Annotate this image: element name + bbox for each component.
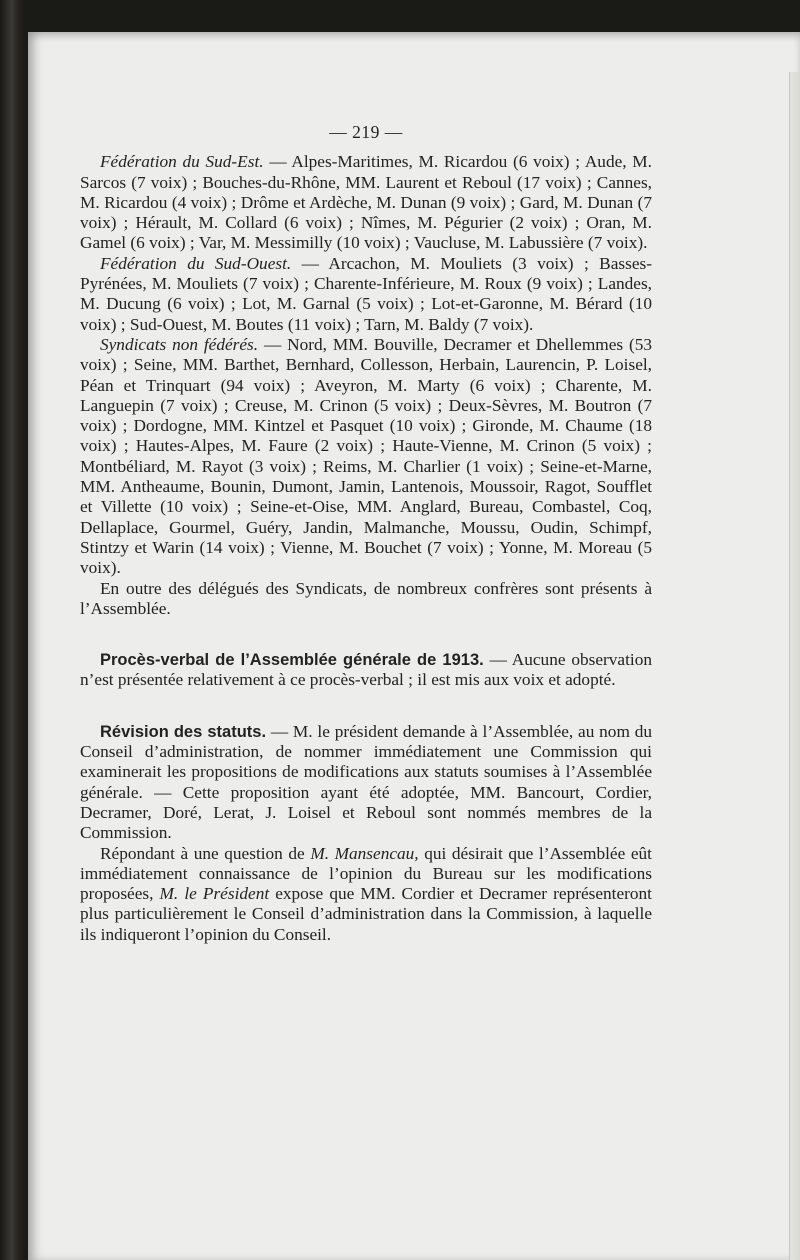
- paragraph-body: Répondant à une question de: [100, 843, 305, 863]
- paragraph-body: — M. le président demande à l’Assemblée, au nom du Conseil d’administration, de nommer immédiatement une Commission qui examinerait les propositions de modifications aux statuts soumises à l’Assemblée générale. — Cette proposition ayant été adoptée, MM. Bancourt, Cordier, Decramer, Doré, Lerat, J. Loisel et Reboul sont nommés membres de la Commission.: [80, 721, 652, 843]
- paragraph-body: — Aucune observation n’est présentée relativement à ce procès-verbal ; il est mis aux voix et adopté.: [80, 650, 652, 690]
- paragraph-proces-verbal: [80, 650, 652, 691]
- page-text: [80, 122, 652, 945]
- paragraph-body: — Alpes-Maritimes, M. Ricardou (6 voix) ; Aude, M. Sarcos (7 voix) ; Bouches-du-Rhône, MM. Laurent et Reboul (17 voix) ; Cannes, M. Ricardou (4 voix) ; Drôme et Ardèche, M. Dunan (9 voix) ; Gard, M. Dunan (7 voix) ; Hérault, M. Collard (6 voix) ; Nîmes, M. Pégurier (2 voix) ; Oran, M. Gamel (6 voix) ; Var, M. Messimilly (10 voix) ; Vaucluse, M. Labussière (7 voix).: [80, 152, 652, 253]
- paragraph-confreres: [80, 579, 652, 620]
- paragraph-body: — Arcachon, M. Mouliets (3 voix) ; Basses-Pyrénées, M. Mouliets (7 voix) ; Charente-Inférieure, M. Roux (9 voix) ; Landes, M. Ducung (6 voix) ; Lot, M. Garnal (5 voix) ; Lot-et-Garonne, M. Bérard (10 voix) ; Sud-Ouest, M. Boutes (11 voix) ; Tarn, M. Baldy (7 voix).: [80, 253, 652, 334]
- section-lead: Fédération du Sud-Est.: [100, 152, 264, 172]
- paragraph-federation-sud-ouest: [80, 254, 652, 335]
- section-heading: Révision des statuts.: [100, 722, 267, 741]
- book-page: [28, 32, 800, 1260]
- page-edge: [789, 72, 800, 1260]
- paragraph-body: — Nord, MM. Bouville, Decramer et Dhellemmes (53 voix) ; Seine, MM. Barthet, Bernhard, Collesson, Herbain, Laurencin, P. Loisel, Péan et Trinquart (94 voix) ; Aveyron, M. Marty (6 voix) ; Charente, M. Languepin (7 voix) ; Creuse, M. Crinon (5 voix) ; Deux-Sèvres, M. Boutron (7 voix) ; Dordogne, MM. Kintzel et Pasquet (10 voix) ; Gironde, M. Chaume (18 voix) ; Hautes-Alpes, M. Faure (2 voix) ; Haute-Vienne, M. Crinon (5 voix) ; Montbéliard, M. Rayot (3 voix) ; Reims, M. Charlier (1 voix) ; Seine-et-Marne, MM. Antheaume, Bounin, Dumont, Jamin, Lantenois, Moussoir, Ragot, Soufflet et Villette (10 voix) ; Seine-et-Oise, MM. Anglard, Bureau, Combastel, Coq, Dellaplace, Gourmel, Guéry, Jandin, Malmanche, Moussu, Oudin, Schimpf, Stintzy et Warin (14 voix) ; Vienne, M. Bouchet (7 voix) ; Yonne, M. Moreau (5 voix).: [80, 334, 652, 578]
- paragraph-syndicats-non-federes: [80, 335, 652, 579]
- person-name: M. le Président: [159, 884, 270, 904]
- paragraph-body: En outre des délégués des Syndicats, de nombreux confrères sont présents à l’Assemblée.: [80, 578, 652, 618]
- paragraph-revision-statuts: [80, 722, 652, 844]
- paragraph-body: qui désirait que l’Assemblée eût immédiatement connaissance de l’opinion du Bureau sur les modifications proposées,: [80, 843, 652, 904]
- section-lead: Fédération du Sud-Ouest.: [100, 253, 292, 273]
- paragraph-reponse: [80, 844, 652, 945]
- section-heading: Procès-verbal de l’Assemblée générale de 1913.: [100, 651, 484, 670]
- paragraph-federation-sud-est: [80, 152, 652, 253]
- person-name: M. Mansencau,: [310, 843, 419, 863]
- page-number: — 219 —: [329, 122, 403, 142]
- paragraph-body: expose que MM. Cordier et Decramer représenteront plus particulièrement le Conseil d’administration dans la Commission, à laquelle ils indiqueront l’opinion du Conseil.: [80, 884, 652, 944]
- section-lead: Syndicats non fédérés.: [100, 334, 259, 354]
